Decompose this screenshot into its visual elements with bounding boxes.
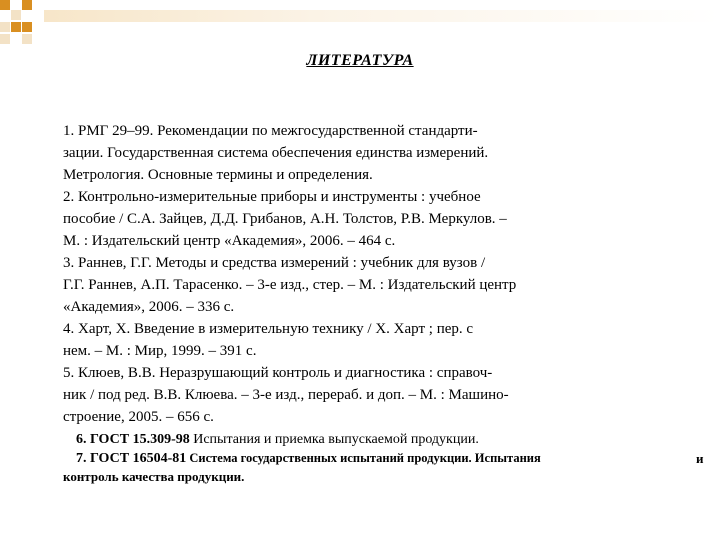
- gost-code: 6. ГОСТ 15.309-98: [76, 432, 190, 447]
- reference-line: 3. Раннев, Г.Г. Методы и средства измерений : учебник для вузов /: [63, 255, 486, 271]
- reference-line: М. : Издательский центр «Академия», 2006. – 464 с.: [63, 233, 396, 249]
- gost-title: Система государственных испытаний продукции. Испытания: [186, 451, 541, 465]
- decor-square: [11, 22, 21, 32]
- decor-square: [0, 34, 10, 44]
- gost-conjunction: и: [696, 451, 704, 466]
- page-title: ЛИТЕРАТУРА: [306, 52, 414, 69]
- gost-code: 7. ГОСТ 16504-81: [76, 451, 187, 466]
- reference-line: 4. Харт, Х. Введение в измерительную технику / Х. Харт ; пер. с: [63, 321, 474, 337]
- decor-square: [0, 0, 10, 10]
- reference-line: 2. Контрольно-измерительные приборы и инструменты : учебное: [63, 189, 481, 205]
- decor-square: [0, 22, 10, 32]
- reference-line: Метрология. Основные термины и определения.: [63, 167, 373, 183]
- reference-line: Г.Г. Раннев, А.П. Тарасенко. – 3-е изд., стер. – М. : Издательский центр: [63, 277, 517, 293]
- reference-line: пособие / С.А. Зайцев, Д.Д. Грибанов, А.Н. Толстов, Р.В. Меркулов. –: [63, 211, 507, 227]
- reference-line: нем. – М. : Мир, 1999. – 391 с.: [63, 343, 257, 359]
- gost-reference-7: [76, 449, 541, 468]
- reference-line: 5. Клюев, В.В. Неразрушающий контроль и диагностика : справоч-: [63, 365, 493, 381]
- reference-line: «Академия», 2006. – 336 с.: [63, 299, 235, 315]
- reference-list: [63, 120, 663, 428]
- reference-line: 1. РМГ 29–99. Рекомендации по межгосударственной стандарти-: [63, 123, 478, 139]
- decor-square: [11, 10, 21, 20]
- gost-reference-6: [76, 431, 479, 449]
- reference-line: ник / под ред. В.В. Клюева. – 3-е изд., перераб. и доп. – М. : Машино-: [63, 387, 509, 403]
- decor-square: [22, 34, 32, 44]
- header-bar: [44, 10, 720, 22]
- decor-square: [22, 0, 32, 10]
- reference-line: строение, 2005. – 656 с.: [63, 409, 214, 425]
- gost-title: Испытания и приемка выпускаемой продукции.: [189, 432, 479, 447]
- decor-square: [22, 22, 32, 32]
- gost-reference-7-continuation: контроль качества продукции.: [63, 469, 245, 484]
- reference-line: зации. Государственная система обеспечения единства измерений.: [63, 145, 489, 161]
